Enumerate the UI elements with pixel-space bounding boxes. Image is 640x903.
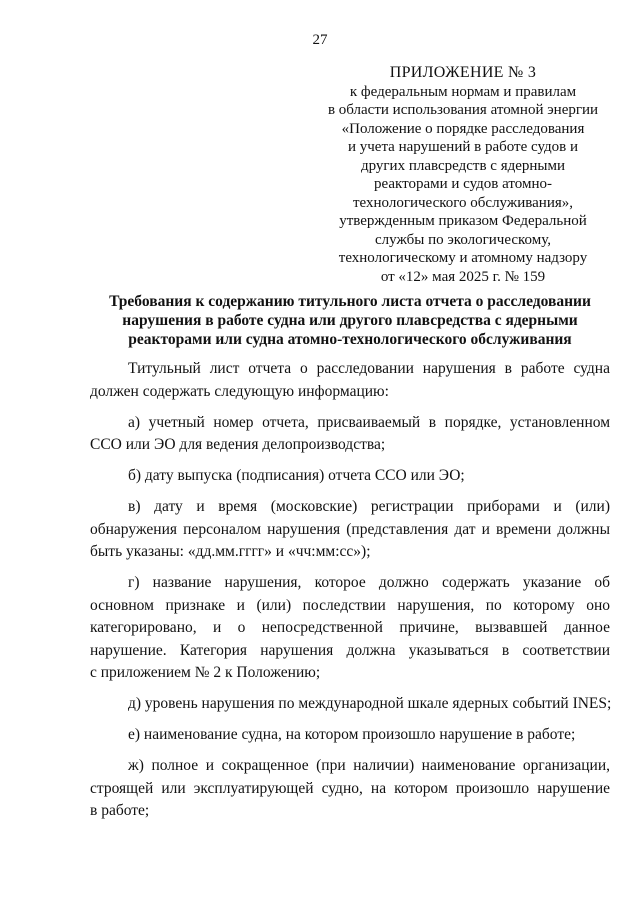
appendix-line: технологическому и атомному надзору xyxy=(338,250,588,266)
appendix-header xyxy=(318,64,608,286)
appendix-line: реакторами и судов атомно- xyxy=(374,176,552,192)
paragraph-line: Титульный лист отчета о расследовании нарушения в работе судна xyxy=(128,360,610,377)
list-item-d xyxy=(90,693,610,716)
list-item-b xyxy=(90,465,610,488)
paragraph-line: строящей или эксплуатирующей судно, на котором произошло нарушение xyxy=(90,779,610,797)
paragraph-intro xyxy=(90,358,610,403)
appendix-line: от «12» мая 2025 г. № 159 xyxy=(380,268,546,285)
paragraph-line: е) наименование судна, на котором произошло нарушение в работе; xyxy=(128,726,576,743)
appendix-line: технологического обслуживания», xyxy=(352,194,573,211)
document-body xyxy=(90,358,610,823)
appendix-line: «Положение о порядке расследования xyxy=(341,120,585,137)
appendix-line: к федеральным нормам и правилам xyxy=(349,83,577,100)
paragraph-line: категорировано, и о непосредственной причине, вызвавшей данное xyxy=(90,619,610,636)
paragraph-line: ССО или ЭО для ведения делопроизводства; xyxy=(90,436,386,453)
paragraph-line: ж) полное и сокращенное (при наличии) наименование организации, xyxy=(128,757,610,774)
paragraph-line: а) учетный номер отчета, присваиваемый в порядке, установленном xyxy=(128,413,610,431)
paragraph-line: основном признаке и (или) последствии нарушения, по которому оно xyxy=(90,596,610,614)
appendix-title: ПРИЛОЖЕНИЕ № 3 xyxy=(389,64,537,81)
appendix-line: утвержденным приказом Федеральной xyxy=(339,213,587,229)
paragraph-line: обнаружения персоналом нарушения (представления дат и времени должны xyxy=(90,520,610,538)
paragraph-line: быть указаны: «дд.мм.гггг» и «чч:мм:сс»); xyxy=(90,543,371,560)
title-line: нарушения в работе судна или другого плавсредства с ядерными xyxy=(122,312,578,329)
paragraph-line: д) уровень нарушения по международной шкале ядерных событий INES; xyxy=(128,695,612,712)
title-line: Требования к содержанию титульного листа отчета о расследовании xyxy=(109,293,591,310)
paragraph-line: г) название нарушения, которое должно содержать указание об xyxy=(128,574,610,591)
appendix-line: и учета нарушений в работе судов и xyxy=(347,139,579,155)
paragraph-line: нарушение. Категория нарушения должна указываться в соответствии xyxy=(90,641,610,659)
appendix-line: других плавсредств с ядерными xyxy=(360,157,566,174)
paragraph-line: в) дату и время (московские) регистрации приборами и (или) xyxy=(128,498,610,515)
list-item-v xyxy=(90,496,610,564)
page-number: 27 xyxy=(312,32,328,48)
list-item-e xyxy=(90,724,610,747)
paragraph-line: должен содержать следующую информацию: xyxy=(90,382,389,400)
paragraph-line: б) дату выпуска (подписания) отчета ССО или ЭО; xyxy=(128,467,465,484)
paragraph-line: в работе; xyxy=(90,802,150,819)
appendix-line: службы по экологическому, xyxy=(375,231,551,248)
list-item-a xyxy=(90,412,610,457)
title-line: реакторами или судна атомно-технологического обслуживания xyxy=(128,331,572,348)
paragraph-line: с приложением № 2 к Положению; xyxy=(90,664,321,681)
list-item-g xyxy=(90,572,610,685)
appendix-line: в области использования атомной энергии xyxy=(327,102,599,118)
list-item-zh xyxy=(90,755,610,823)
document-title xyxy=(88,292,612,349)
